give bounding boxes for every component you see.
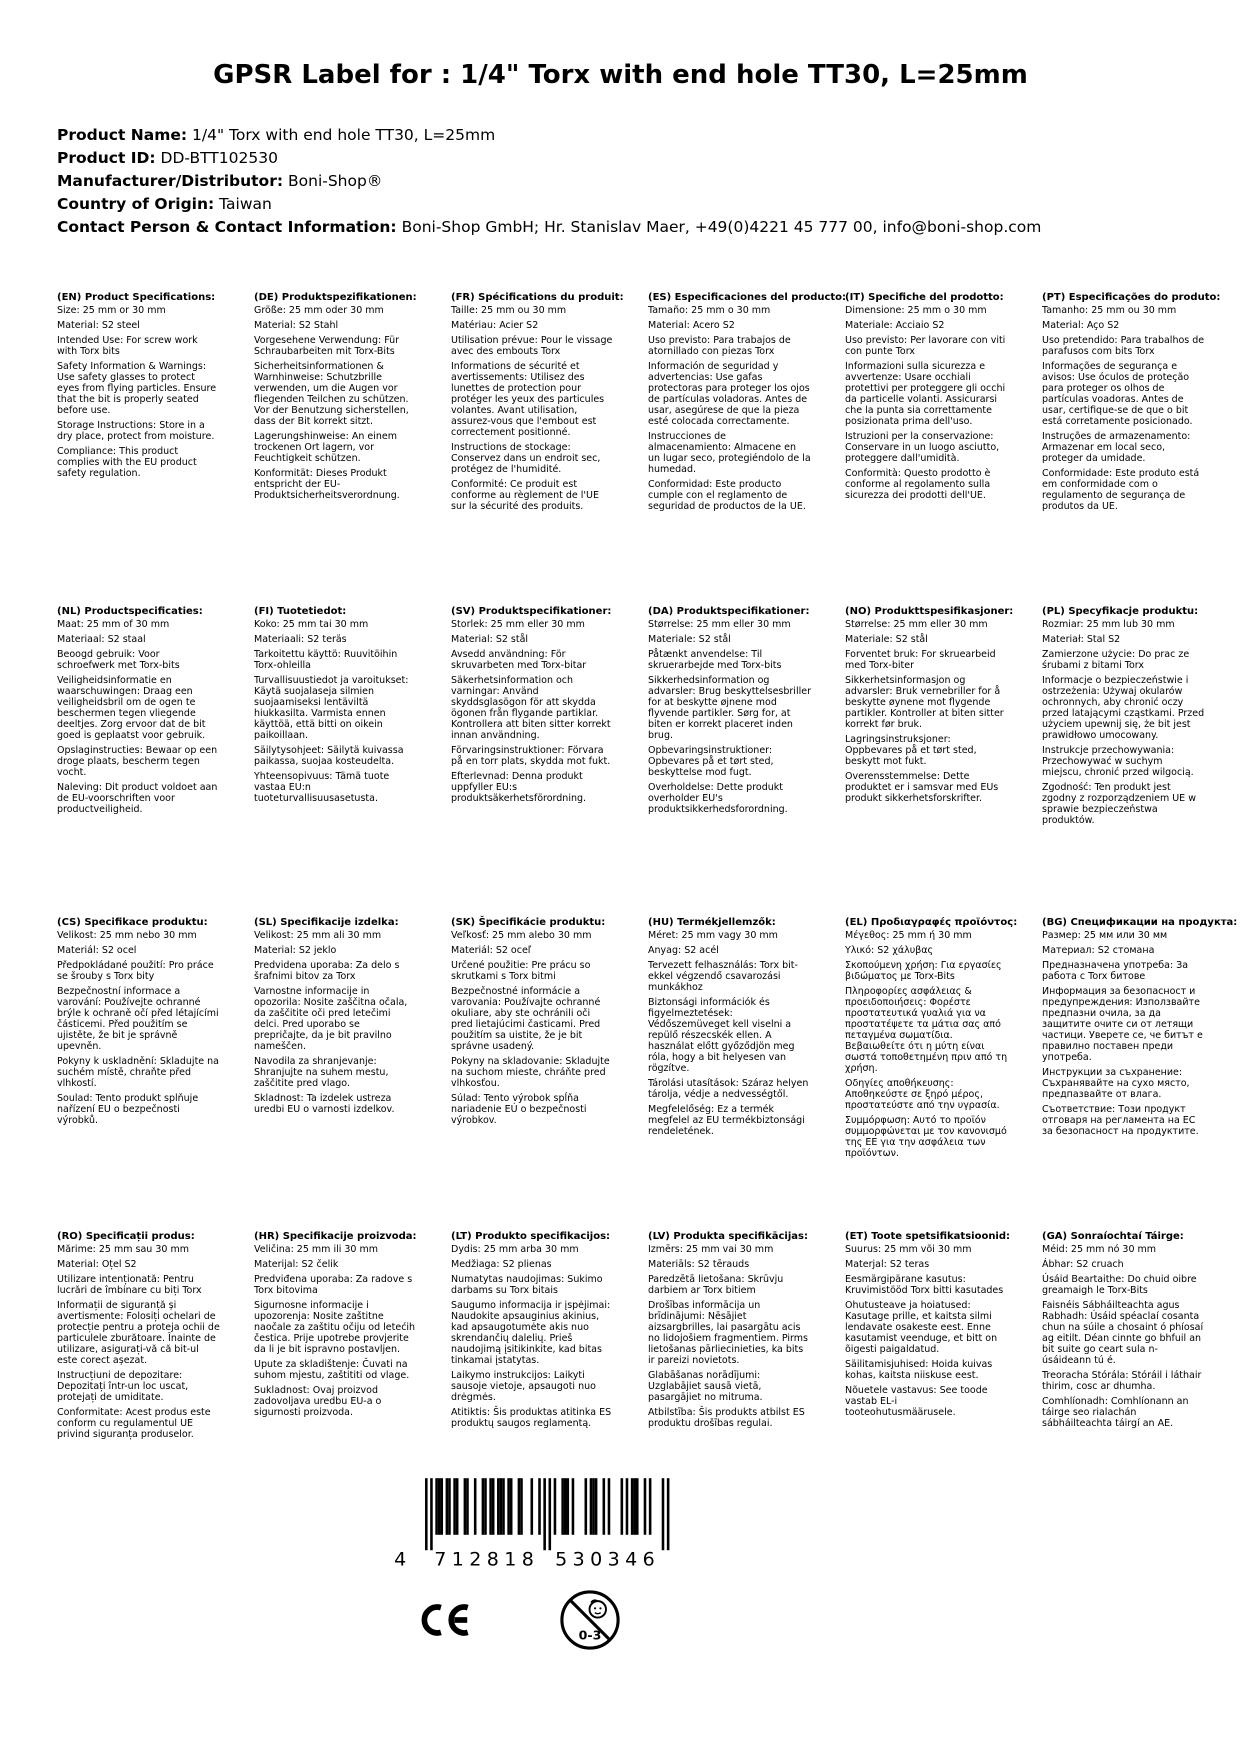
product-info-row (57, 147, 1241, 169)
language-grid (57, 292, 1241, 1444)
lang-block-pl (1042, 606, 1205, 917)
lang-paragraph: Atbilstība: Šis produkts atbilst ES produktu drošības regulai. (648, 1407, 805, 1429)
lang-paragraph: Bezpečnostní informace a varování: Používejte ochranné brýle k ochraně očí před létajícími částicemi. Před použitím se ujistěte, že bit je správně upevněn. (57, 986, 219, 1052)
lang-paragraph: Размер: 25 мм или 30 мм (1042, 930, 1168, 941)
lang-paragraph: Úsáid Beartaithe: Do chuid oibre greamaigh le Torx-Bits (1042, 1274, 1197, 1296)
lang-paragraph: Maat: 25 mm of 30 mm (57, 619, 170, 630)
lang-paragraph: Информация за безопасност и предупреждения: Използвайте предпазни очила, за да защитите очите си от летящи частици. Уверете се, че битът е правилно поставен преди употреба. (1042, 986, 1203, 1063)
lang-paragraph: Påtænkt anvendelse: Til skruerarbejde med Torx-bits (648, 649, 782, 671)
lang-block-no (845, 606, 1014, 917)
lang-paragraph: Velikost: 25 mm nebo 30 mm (57, 930, 197, 941)
lang-paragraph: Μέγεθος: 25 mm ή 30 mm (845, 930, 972, 941)
lang-paragraph: Avsedd användning: För skruvarbeten med Torx-bitar (451, 649, 587, 671)
lang-paragraph: Určené použitie: Pre prácu so skrutkami s Torx bitmi (451, 960, 591, 982)
lang-block-hr (254, 1231, 417, 1444)
lang-paragraph: Инструкции за съхранение: Съхранявайте на сухо място, предпазвайте от влага. (1042, 1067, 1190, 1100)
lang-block-title: (CS) Specifikace produktu: (57, 917, 208, 928)
lang-paragraph: Zgodność: Ten produkt jest zgodny z rozporządzeniem UE w sprawie bezpieczeństwa produktów. (1042, 782, 1196, 826)
info-value: Boni-Shop® (288, 172, 383, 190)
lang-block-title: (GA) Sonraíochtaí Táirge: (1042, 1231, 1184, 1242)
barcode-digits: 712818 (434, 1548, 540, 1571)
lang-paragraph: Storage Instructions: Store in a dry place, protect from moisture. (57, 420, 215, 442)
lang-block-title: (FI) Tuotetiedot: (254, 606, 347, 617)
lang-block-title: (BG) Спецификации на продукта: (1042, 917, 1238, 928)
lang-paragraph: Opslaginstructies: Bewaar op een droge plaats, bescherm tegen vocht. (57, 745, 218, 778)
lang-paragraph: Materjal: S2 teras (845, 1259, 930, 1270)
lang-block-title: (FR) Spécifications du produit: (451, 292, 624, 303)
lang-paragraph: Materiale: S2 stål (648, 634, 731, 645)
info-label: Product Name: (57, 126, 188, 144)
lang-paragraph: Uso previsto: Per lavorare con viti con punte Torx (845, 335, 1006, 357)
lang-paragraph: Turvallisuustiedot ja varoitukset: Käytä suojalaseja silmien suojaamiseksi lentäviltä hiukkasilta. Varmista ennen käyttöä, että bitti on oikein paikoillaan. (254, 675, 409, 741)
bottom-area (389, 1478, 672, 1651)
lang-paragraph: Conformità: Questo prodotto è conforme al regolamento sulla sicurezza dei prodotti dell'UE. (845, 468, 991, 501)
lang-paragraph: Materijal: S2 čelik (254, 1259, 339, 1270)
lang-block-lv (648, 1231, 811, 1444)
lang-paragraph: Yhteensopivuus: Tämä tuote vastaa EU:n tuoteturvallisuusasetusta. (254, 771, 390, 804)
lang-paragraph: Faisnéis Sábháilteachta agus Rabhadh: Úsáid spéaclaí cosanta chun na súile a chosaint ó phíosaí ag eitilt. Déan cinnte go bhfuil an bit suite go ceart sula n-úsáideann tú é. (1042, 1300, 1204, 1366)
lang-paragraph: Συμμόρφωση: Αυτό το προϊόν συμμορφώνεται με τον κανονισμό της ΕΕ για την ασφάλεια των προϊόντων. (845, 1115, 1007, 1159)
lang-paragraph: Conformidad: Este producto cumple con el reglamento de seguridad de productos de la UE. (648, 479, 806, 512)
ce-mark-icon (417, 1604, 471, 1636)
lang-paragraph: Atitiktis: Šis produktas atitinka ES produktų saugos reglamentą. (451, 1407, 612, 1429)
lang-paragraph: Mărime: 25 mm sau 30 mm (57, 1244, 189, 1255)
lang-paragraph: Lagringsinstruksjoner: Oppbevares på et tørt sted, beskytt mot fukt. (845, 734, 977, 767)
lang-paragraph: Conformitate: Acest produs este conform cu regulamentul UE privind siguranța produselor. (57, 1407, 211, 1440)
lang-paragraph: Материал: S2 стомана (1042, 945, 1155, 956)
lang-paragraph: Méret: 25 mm vagy 30 mm (648, 930, 778, 941)
lang-paragraph: Ohutusteave ja hoiatused: Kasutage prille, et kaitsta silmi lendavate osakeste eest. Enne kasutamist veenduge, et bitt on õigesti paigaldatud. (845, 1300, 998, 1355)
lang-paragraph: Megfelelőség: Ez a termék megfelel az EU termékbiztonsági rendeletének. (648, 1104, 805, 1137)
lang-paragraph: Størrelse: 25 mm eller 30 mm (845, 619, 988, 630)
age-warning-text: 0-3 (578, 1627, 602, 1643)
lang-paragraph: Materiaali: S2 teräs (254, 634, 347, 645)
baby-face-icon (590, 1600, 606, 1617)
lang-paragraph: Tarkoitettu käyttö: Ruuvitöihin Torx-ohleilla (254, 649, 398, 671)
lang-block-title: (ET) Toote spetsifikatsioonid: (845, 1231, 1011, 1242)
lang-block-et (845, 1231, 1011, 1444)
lang-block-es (648, 292, 847, 606)
lang-paragraph: Størrelse: 25 mm eller 30 mm (648, 619, 791, 630)
lang-paragraph: Utilisation prévue: Pour le vissage avec des embouts Torx (451, 335, 613, 357)
lang-paragraph: Säkerhetsinformation och varningar: Använd skyddsglasögon för att skydda ögonen från flygande partiklar. Kontrollera att biten sitter korrekt innan användning. (451, 675, 611, 741)
lang-paragraph: Paredzētā lietošana: Skrūvju darbiem ar Torx bitiem (648, 1274, 784, 1296)
lang-paragraph: Material: S2 steel (57, 320, 140, 331)
lang-paragraph: Taille: 25 mm ou 30 mm (451, 305, 567, 316)
lang-paragraph: Skladnost: Ta izdelek ustreza uredbi EU o varnosti izdelkov. (254, 1093, 395, 1115)
lang-block-el (845, 917, 1018, 1231)
lang-paragraph: Súlad: Tento výrobok spĺňa nariadenie EÚ o bezpečnosti výrobkov. (451, 1093, 587, 1126)
lang-paragraph: Informații de siguranță și avertismente: Folosiți ochelari de protecție pentru a proteja ochii de particulele zburătoare. Înainte de utilizare, asigurați-vă că bit-ul este corect așezat. (57, 1300, 220, 1366)
lang-paragraph: Treoracha Stórála: Stóráil i láthair thirim, cosc ar dhumha. (1042, 1370, 1202, 1392)
lang-paragraph: Υλικό: S2 χάλυβας (845, 945, 934, 956)
lang-paragraph: Utilizare intenționată: Pentru lucrări de îmbinare cu biți Torx (57, 1274, 202, 1296)
lang-block-title: (SK) Špecifikácie produktu: (451, 917, 606, 928)
lang-paragraph: Sukladnost: Ovaj proizvod zadovoljava uredbu EU-a o sigurnosti proizvoda. (254, 1385, 382, 1418)
info-label: Product ID: (57, 149, 156, 167)
lang-paragraph: Velikost: 25 mm ali 30 mm (254, 930, 382, 941)
lang-paragraph: Tamanho: 25 mm ou 30 mm (1042, 305, 1177, 316)
lang-paragraph: Material: S2 jeklo (254, 945, 337, 956)
lang-paragraph: Forventet bruk: For skruearbeid med Torx-biter (845, 649, 996, 671)
lang-paragraph: Sicherheitsinformationen & Warnhinweise: Schutzbrille verwenden, um die Augen vor fliegenden Teilchen zu schützen. Vor der Benutzung sicherstellen, dass der Bit korrekt sitzt. (254, 361, 409, 427)
product-info-row (57, 216, 1241, 238)
lang-paragraph: Uso pretendido: Para trabalhos de parafusos com bits Torx (1042, 335, 1205, 357)
lang-block-de (254, 292, 417, 606)
info-label: Manufacturer/Distributor: (57, 172, 284, 190)
lang-block-title: (DE) Produktspezifikationen: (254, 292, 417, 303)
compliance-marks (417, 1589, 672, 1651)
lang-paragraph: Materiale: S2 stål (845, 634, 928, 645)
lang-paragraph: Materiāls: S2 tērauds (648, 1259, 750, 1270)
lang-block-hu (648, 917, 811, 1231)
lang-paragraph: Pokyny k uskladnění: Skladujte na suchém místě, chraňte před vlhkostí. (57, 1056, 219, 1089)
lang-paragraph: Size: 25 mm or 30 mm (57, 305, 166, 316)
lang-paragraph: Istruzioni per la conservazione: Conservare in un luogo asciutto, proteggere dall'umidità. (845, 431, 1000, 464)
lang-paragraph: Konformität: Dieses Produkt entspricht der EU-Produktsicherheitsverordnung. (254, 468, 400, 501)
lang-paragraph: Informazioni sulla sicurezza e avvertenze: Usare occhiali protettivi per proteggere gli occhi da particelle volanti. Assicurarsi che la punta sia correttamente posizionata prima dell'uso. (845, 361, 1006, 427)
lang-paragraph: Varnostne informacije in opozorila: Nosite zaščitna očala, da zaščitite oči pred letečimi delci. Pred uporabo se prepričajte, da je bit pravilno nameščen. (254, 986, 408, 1052)
lang-block-fi (254, 606, 417, 917)
lang-paragraph: Bezpečnostné informácie a varovania: Používajte ochranné okuliare, aby ste ochránili oči pred lietajúcimi časticami. Pred použitím sa uistite, že je bit správne usadený. (451, 986, 601, 1052)
lang-paragraph: Предназначена употреба: За работа с Torx битове (1042, 960, 1189, 982)
lang-paragraph: Storlek: 25 mm eller 30 mm (451, 619, 585, 630)
lang-block-title: (DA) Produktspecifikationer: (648, 606, 810, 617)
lang-paragraph: Veiligheidsinformatie en waarschuwingen: Draag een veiligheidsbril om de ogen te beschermen tegen vliegende deeltjes. Zorg ervoor dat de bit goed is geplaatst voor gebruik. (57, 675, 206, 741)
lang-paragraph: Informações de segurança e avisos: Use óculos de proteção para proteger os olhos de partículas voadoras. Antes de usar, certifique-se de que o bit está corretamente posicionado. (1042, 361, 1193, 427)
lang-block-ga (1042, 1231, 1205, 1444)
lang-paragraph: Safety Information & Warnings: Use safety glasses to protect eyes from flying particles. Ensure that the bit is properly seated before use. (57, 361, 217, 416)
lang-block-title: (RO) Specificații produs: (57, 1231, 195, 1242)
lang-paragraph: Veličina: 25 mm ili 30 mm (254, 1244, 379, 1255)
lang-paragraph: Saugumo informacija ir įspėjimai: Naudokite apsauginius akinius, kad apsaugotumėte akis nuo skrendančių dalelių. Prieš naudojimą įsitikinkite, kad bitas tinkamai įstatytas. (451, 1300, 611, 1366)
lang-block-title: (HU) Termékjellemzők: (648, 917, 776, 928)
lang-paragraph: Conformidade: Este produto está em conformidade com o regulamento de segurança de produtos da UE. (1042, 468, 1200, 512)
lang-block-title: (PT) Especificações do produto: (1042, 292, 1221, 303)
lang-block-ro (57, 1231, 220, 1444)
lang-paragraph: Dydis: 25 mm arba 30 mm (451, 1244, 579, 1255)
lang-block-title: (SL) Specifikacije izdelka: (254, 917, 399, 928)
lang-paragraph: Naleving: Dit product voldoet aan de EU-voorschriften voor productveiligheid. (57, 782, 218, 815)
lang-paragraph: Vorgesehene Verwendung: Für Schraubarbeiten mit Torx-Bits (254, 335, 400, 357)
lang-block-cs (57, 917, 220, 1231)
lang-paragraph: Material: Oțel S2 (57, 1259, 137, 1270)
lang-paragraph: Instructions de stockage: Conservez dans un endroit sec, protégez de l'humidité. (451, 442, 601, 475)
lang-block-title: (EN) Product Specifications: (57, 292, 216, 303)
lang-paragraph: Beoogd gebruik: Voor schroefwerk met Torx-bits (57, 649, 180, 671)
lang-paragraph: Méid: 25 mm nó 30 mm (1042, 1244, 1157, 1255)
lang-paragraph: Säilytysohjeet: Säilytä kuivassa paikassa, suojaa kosteudelta. (254, 745, 404, 767)
lang-paragraph: Ábhar: S2 cruach (1042, 1259, 1124, 1270)
lang-paragraph: Veľkosť: 25 mm alebo 30 mm (451, 930, 592, 941)
lang-block-da (648, 606, 811, 917)
lang-paragraph: Materiał: Stal S2 (1042, 634, 1121, 645)
lang-paragraph: Instrucciones de almacenamiento: Almacene en un lugar seco, protegiéndolo de la humedad. (648, 431, 811, 475)
lang-paragraph: Rozmiar: 25 mm lub 30 mm (1042, 619, 1175, 630)
lang-paragraph: Materiaal: S2 staal (57, 634, 146, 645)
lang-paragraph: Förvaringsinstruktioner: Förvara på en torr plats, skydda mot fukt. (451, 745, 611, 767)
lang-block-nl (57, 606, 220, 917)
lang-paragraph: Numatytas naudojimas: Sukimo darbams su Torx bitais (451, 1274, 603, 1296)
product-info-row (57, 124, 1241, 146)
lang-paragraph: Eesmärgipärane kasutus: Kruvimistööd Torx bitti kasutades (845, 1274, 1004, 1296)
lang-paragraph: Sigurnosne informacije i upozorenja: Nosite zaštitne naočale za zaštitu očiju od letećih čestica. Prije upotrebe provjerite da li je bit ispravno postavljen. (254, 1300, 416, 1355)
lang-block-bg (1042, 917, 1238, 1231)
info-label: Country of Origin: (57, 195, 215, 213)
lang-block-title: (LV) Produkta specifikācijas: (648, 1231, 808, 1242)
lang-paragraph: Οδηγίες αποθήκευσης: Αποθηκεύστε σε ξηρό μέρος, προστατεύστε από την υγρασία. (845, 1078, 1000, 1111)
lang-paragraph: Biztonsági információk és figyelmeztetések: Védőszemüveget kell viselni a repülő részecskék ellen. A használat előtt győződjön meg róla, hogy a bit helyesen van rögzítve. (648, 997, 795, 1074)
barcode-digits: 4 (394, 1548, 407, 1571)
lang-paragraph: Instruções de armazenamento: Armazenar em local seco, proteger da umidade. (1042, 431, 1191, 464)
product-info-row (57, 170, 1241, 192)
lang-block-title: (PL) Specyfikacje produktu: (1042, 606, 1199, 617)
lang-paragraph: Lagerungshinweise: An einem trockenen Ort lagern, vor Feuchtigkeit schützen. (254, 431, 398, 464)
lang-paragraph: Πληροφορίες ασφάλειας & προειδοποιήσεις: Φορέστε προστατευτικά γυαλιά για να προστατέψετε τα μάτια σας από πεταγμένα σωματίδια. Βεβαιωθείτε ότι η μύτη είναι σωστά τοποθετημένη πριν από τη χρήση. (845, 986, 1008, 1074)
lang-paragraph: Tamaño: 25 mm o 30 mm (648, 305, 771, 316)
product-info (57, 124, 1241, 238)
lang-paragraph: Materiál: S2 ocel (57, 945, 137, 956)
lang-block-title: (LT) Produkto specifikacijos: (451, 1231, 611, 1242)
info-label: Contact Person & Contact Information: (57, 218, 397, 236)
lang-paragraph: Izmērs: 25 mm vai 30 mm (648, 1244, 774, 1255)
lang-paragraph: Materiál: S2 oceľ (451, 945, 532, 956)
lang-paragraph: Matériau: Acier S2 (451, 320, 539, 331)
lang-paragraph: Laikymo instrukcijos: Laikyti sausoje vietoje, apsaugoti nuo drėgmės. (451, 1370, 596, 1403)
age-warning-0-3-icon (559, 1589, 621, 1651)
lang-paragraph: Sikkerhedsinformation og advarsler: Brug beskyttelsesbriller for at beskytte øjnene mod flyvende partikler. Sørg for, at biten er korrekt placeret inden brug. (648, 675, 811, 741)
lang-block-title: (HR) Specifikacije proizvoda: (254, 1231, 417, 1242)
lang-paragraph: Material: Acero S2 (648, 320, 735, 331)
lang-block-sk (451, 917, 614, 1231)
lang-paragraph: Instrukcje przechowywania: Przechowywać w suchym miejscu, chronić przed wilgocią. (1042, 745, 1194, 778)
lang-paragraph: Navodila za shranjevanje: Shranjujte na suhem mestu, zaščitite pred vlago. (254, 1056, 389, 1089)
lang-paragraph: Predvidena uporaba: Za delo s šrafnimi bitov za Torx (254, 960, 400, 982)
lang-paragraph: Material: S2 Stahl (254, 320, 339, 331)
page-title: GPSR Label for : 1/4" Torx with end hole TT30, L=25mm (213, 60, 1028, 90)
lang-paragraph: Anyag: S2 acél (648, 945, 719, 956)
lang-block-sv (451, 606, 614, 917)
lang-paragraph: Nõuetele vastavus: See toode vastab EL-i tooteohutusmäärusele. (845, 1385, 988, 1418)
lang-paragraph: Drošības informācija un brīdinājumi: Nēsājiet aizsargbrilles, lai pasargātu acis no lidojošiem fragmentiem. Pirms lietošanas pārliecinieties, ka bits ir pareizi novietots. (648, 1300, 808, 1366)
info-value: Taiwan (219, 195, 272, 213)
lang-paragraph: Tervezett felhasználás: Torx bit-ekkel végzendő csavarozási munkákhoz (648, 960, 798, 993)
lang-block-title: (NL) Productspecificaties: (57, 606, 203, 617)
lang-paragraph: Medžiaga: S2 plienas (451, 1259, 552, 1270)
lang-paragraph: Overensstemmelse: Dette produktet er i samsvar med EUs produkt sikkerhetsforskrifter. (845, 771, 999, 804)
lang-paragraph: Zamierzone użycie: Do prac ze śrubami z bitami Torx (1042, 649, 1190, 671)
lang-paragraph: Materiale: Acciaio S2 (845, 320, 945, 331)
lang-paragraph: Съответствие: Този продукт отговаря на регламента на ЕС за безопасност на продуктите. (1042, 1104, 1199, 1137)
lang-paragraph: Conformité: Ce produit est conforme au règlement de l'UE sur la sécurité des produits. (451, 479, 599, 512)
lang-paragraph: Instrucțiuni de depozitare: Depozitați într-un loc uscat, protejați de umiditate. (57, 1370, 189, 1403)
lang-paragraph: Upute za skladištenje: Čuvati na suhom mjestu, zaštititi od vlage. (254, 1359, 410, 1381)
lang-block-title: (NO) Produkttspesifikasjoner: (845, 606, 1014, 617)
lang-paragraph: Tárolási utasítások: Száraz helyen tárolja, védje a nedvességtől. (648, 1078, 809, 1100)
ean13-barcode (389, 1478, 672, 1571)
lang-block-title: (EL) Προδιαγραφές προϊόντος: (845, 917, 1018, 928)
lang-block-title: (ES) Especificaciones del producto: (648, 292, 847, 303)
lang-paragraph: Opbevaringsinstruktioner: Opbevares på et tørt sted, beskyttelse mod fugt. (648, 745, 774, 778)
lang-paragraph: Säilitamisjuhised: Hoida kuivas kohas, kaitsta niiskuse eest. (845, 1359, 993, 1381)
lang-paragraph: Σκοπούμενη χρήση: Για εργασίες βιδώματος με Torx-Bits (845, 960, 1002, 982)
lang-paragraph: Comhlíonadh: Comhlíonann an táirge seo rialachán sábháilteachta táirgí an AE. (1042, 1396, 1189, 1429)
lang-paragraph: Informacje o bezpieczeństwie i ostrzeżenia: Używaj okularów ochronnych, aby chronić oczy przed latającymi cząstkami. Przed użyciem upewnij się, że bit jest prawidłowo umocowany. (1042, 675, 1205, 741)
lang-block-pt (1042, 292, 1221, 606)
lang-paragraph: Predviđena uporaba: Za radove s Torx bitovima (254, 1274, 413, 1296)
lang-paragraph: Informations de sécurité et avertissements: Utilisez des lunettes de protection pour protéger les yeux des particules volantes. Avant utilisation, assurez-vous que l'embout est correctement positionné. (451, 361, 605, 438)
lang-paragraph: Material: S2 stål (451, 634, 529, 645)
product-info-row (57, 193, 1241, 215)
lang-paragraph: Koko: 25 mm tai 30 mm (254, 619, 369, 630)
lang-paragraph: Información de seguridad y advertencias: Use gafas protectoras para proteger los ojos de partículas voladoras. Antes de usar, asegúrese de que la pieza esté colocada correctamente. (648, 361, 810, 427)
lang-paragraph: Soulad: Tento produkt splňuje nařízení EU o bezpečnosti výrobků. (57, 1093, 199, 1126)
barcode-digits: 530346 (555, 1548, 661, 1571)
lang-paragraph: Sikkerhetsinformasjon og advarsler: Bruk vernebriller for å beskytte øynene mot flygende partikler. Kontroller at biten sitter korrekt før bruk. (845, 675, 1004, 730)
lang-paragraph: Intended Use: For screw work with Torx bits (57, 335, 198, 357)
lang-block-it (845, 292, 1008, 606)
lang-block-lt (451, 1231, 614, 1444)
lang-paragraph: Material: Aço S2 (1042, 320, 1120, 331)
lang-paragraph: Compliance: This product complies with the EU product safety regulation. (57, 446, 197, 479)
lang-block-fr (451, 292, 624, 606)
lang-paragraph: Glabāšanas norādījumi: Uzglabājiet sausā vietā, pasargājiet no mitruma. (648, 1370, 763, 1403)
lang-paragraph: Efterlevnad: Denna produkt uppfyller EU:s produktsäkerhetsförordning. (451, 771, 587, 804)
lang-paragraph: Předpokládané použití: Pro práce se šrouby s Torx bity (57, 960, 214, 982)
lang-block-title: (IT) Specifiche del prodotto: (845, 292, 1004, 303)
lang-paragraph: Overholdelse: Dette produkt overholder EU's produktsikkerhedsforordning. (648, 782, 788, 815)
lang-paragraph: Pokyny na skladovanie: Skladujte na suchom mieste, chráňte pred vlhkosťou. (451, 1056, 610, 1089)
info-value: DD-BTT102530 (160, 149, 278, 167)
info-value: Boni-Shop GmbH; Hr. Stanislav Maer, +49(0)4221 45 777 00, info@boni-shop.com (401, 218, 1042, 236)
lang-paragraph: Dimensione: 25 mm o 30 mm (845, 305, 987, 316)
info-value: 1/4" Torx with end hole TT30, L=25mm (192, 126, 496, 144)
lang-paragraph: Uso previsto: Para trabajos de atornillado con piezas Torx (648, 335, 791, 357)
lang-paragraph: Größe: 25 mm oder 30 mm (254, 305, 384, 316)
lang-block-sl (254, 917, 417, 1231)
lang-block-en (57, 292, 220, 606)
lang-paragraph: Suurus: 25 mm või 30 mm (845, 1244, 972, 1255)
lang-block-title: (SV) Produktspecifikationer: (451, 606, 612, 617)
